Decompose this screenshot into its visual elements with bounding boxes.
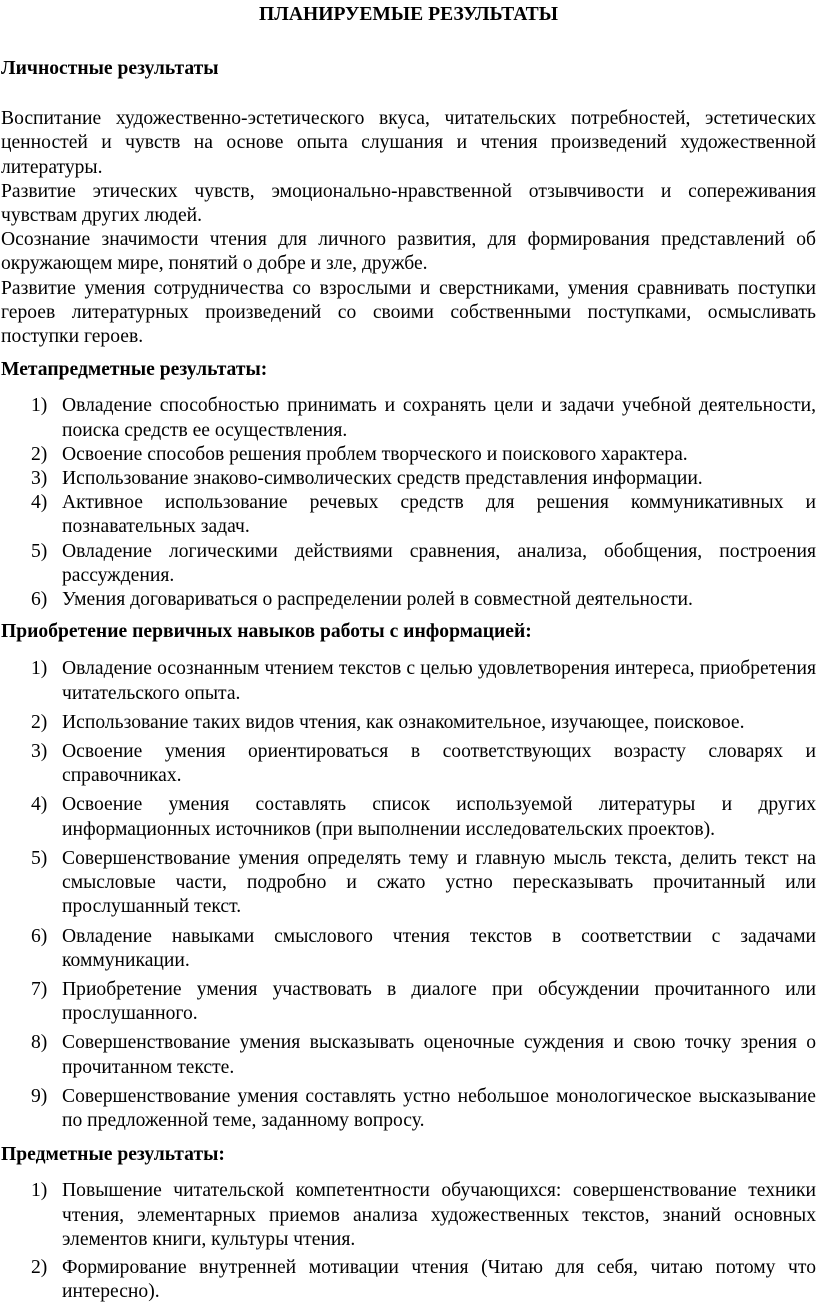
list-item-text: Овладение осознанным чтением текстов с целью удовлетворения интереса, приобретения читательского опыта. xyxy=(62,658,816,704)
list-item xyxy=(1,588,816,612)
list-item xyxy=(1,540,816,588)
list-item xyxy=(1,711,816,735)
list-item-text: Умения договариваться о распределении ролей в совместной деятельности. xyxy=(62,589,693,611)
list-item-text: Формирование внутренней мотивации чтения (Читаю для себя, читаю потому что интересно). xyxy=(62,1256,816,1303)
list-item xyxy=(1,978,816,1026)
section-heading-subject: Предметные результаты: xyxy=(1,1144,225,1166)
paragraph: Развитие этических чувств, эмоционально-нравственной отзывчивости и сопереживания чувствам других людей. xyxy=(1,180,816,227)
list-item-text: Активное использование речевых средств для решения коммуникативных и познавательных задач. xyxy=(62,492,816,538)
list-item-text: Повышение читательской компетентности обучающихся: совершенствование техники чтения, элементарных приемов анализа художественных текстов, знаний основных элементов книги, культуры чтения. xyxy=(62,1180,816,1250)
list-number: 8) xyxy=(31,1032,48,1054)
list-item-text: Совершенствование умения определять тему и главную мысль текста, делить текст на смысловые части, подробно и сжато устно пересказывать прочитанный или прослушанный текст. xyxy=(62,847,816,918)
list-item xyxy=(1,467,816,491)
section-heading-info: Приобретение первичных навыков работы с информацией: xyxy=(1,621,532,643)
paragraph: Развитие умения сотрудничества со взрослыми и сверстниками, умения сравнивать поступки героев литературных произведений со своими собственными поступками, осмысливать поступки героев. xyxy=(1,277,816,348)
list-item xyxy=(1,740,816,788)
list-item-text: Освоение умения ориентироваться в соответствующих возрасту словарях и справочниках. xyxy=(62,741,816,787)
page-title: ПЛАНИРУЕМЫЕ РЕЗУЛЬТАТЫ xyxy=(259,4,558,25)
personal-results-text xyxy=(1,107,816,349)
list-item xyxy=(1,394,816,442)
meta-results-list xyxy=(1,394,816,612)
list-item-text: Освоение способов решения проблем творческого и поискового характера. xyxy=(62,443,688,465)
list-number: 1) xyxy=(31,395,48,417)
list-number: 3) xyxy=(31,468,48,490)
list-item xyxy=(1,443,816,467)
list-item-text: Использование таких видов чтения, как ознакомительное, изучающее, поисковое. xyxy=(62,711,745,733)
list-number: 2) xyxy=(31,443,48,465)
list-number: 9) xyxy=(31,1085,48,1107)
paragraph: Воспитание художественно-эстетического вкуса, читательских потребностей, эстетических ценностей и чувств на основе опыта слушания и чтения произведений художественной литературы. xyxy=(1,108,816,178)
list-item-text: Использование знаково-символических средств представления информации. xyxy=(62,468,703,490)
list-item xyxy=(1,1256,816,1304)
list-number: 5) xyxy=(31,540,48,562)
info-skills-list xyxy=(1,657,816,1133)
section-heading-meta: Метапредметные результаты: xyxy=(1,359,268,381)
list-number: 7) xyxy=(31,978,48,1000)
list-item-text: Овладение логическими действиями сравнения, анализа, обобщения, построения рассуждения. xyxy=(62,540,816,586)
list-item xyxy=(1,793,816,841)
list-number: 4) xyxy=(31,794,48,816)
list-number: 3) xyxy=(31,741,48,763)
list-number: 5) xyxy=(31,847,48,869)
list-item xyxy=(1,491,816,539)
list-number: 1) xyxy=(31,658,48,680)
list-item xyxy=(1,1179,816,1252)
list-item-text: Приобретение умения участвовать в диалоге при обсуждении прочитанного или прослушанного. xyxy=(62,978,816,1025)
list-item-text: Овладение способностью принимать и сохранять цели и задачи учебной деятельности, поиска средств ее осуществления. xyxy=(62,395,816,441)
paragraph: Осознание значимости чтения для личного развития, для формирования представлений об окружающем мире, понятий о добре и зле, дружбе. xyxy=(1,229,816,275)
list-number: 6) xyxy=(31,589,48,611)
section-heading-personal: Личностные результаты xyxy=(1,58,219,79)
list-number: 4) xyxy=(31,492,48,514)
list-number: 1) xyxy=(31,1180,48,1202)
list-number: 2) xyxy=(31,1256,48,1278)
list-item-text: Овладение навыками смыслового чтения текстов в соответствии с задачами коммуникации. xyxy=(62,925,816,971)
list-number: 6) xyxy=(31,925,48,947)
list-item-text: Освоение умения составлять список используемой литературы и других информационных источников (при выполнении исследовательских проектов). xyxy=(62,794,816,840)
list-item xyxy=(1,1031,816,1079)
list-item xyxy=(1,847,816,920)
list-number: 2) xyxy=(31,711,48,733)
list-item xyxy=(1,925,816,973)
list-item-text: Совершенствование умения высказывать оценочные суждения и свою точку зрения о прочитанном тексте. xyxy=(62,1032,816,1078)
list-item-text: Совершенствование умения составлять устно небольшое монологическое высказывание по предложенной теме, заданному вопросу. xyxy=(62,1085,816,1131)
subject-results-list xyxy=(1,1179,816,1304)
list-item xyxy=(1,1085,816,1133)
list-item xyxy=(1,657,816,705)
